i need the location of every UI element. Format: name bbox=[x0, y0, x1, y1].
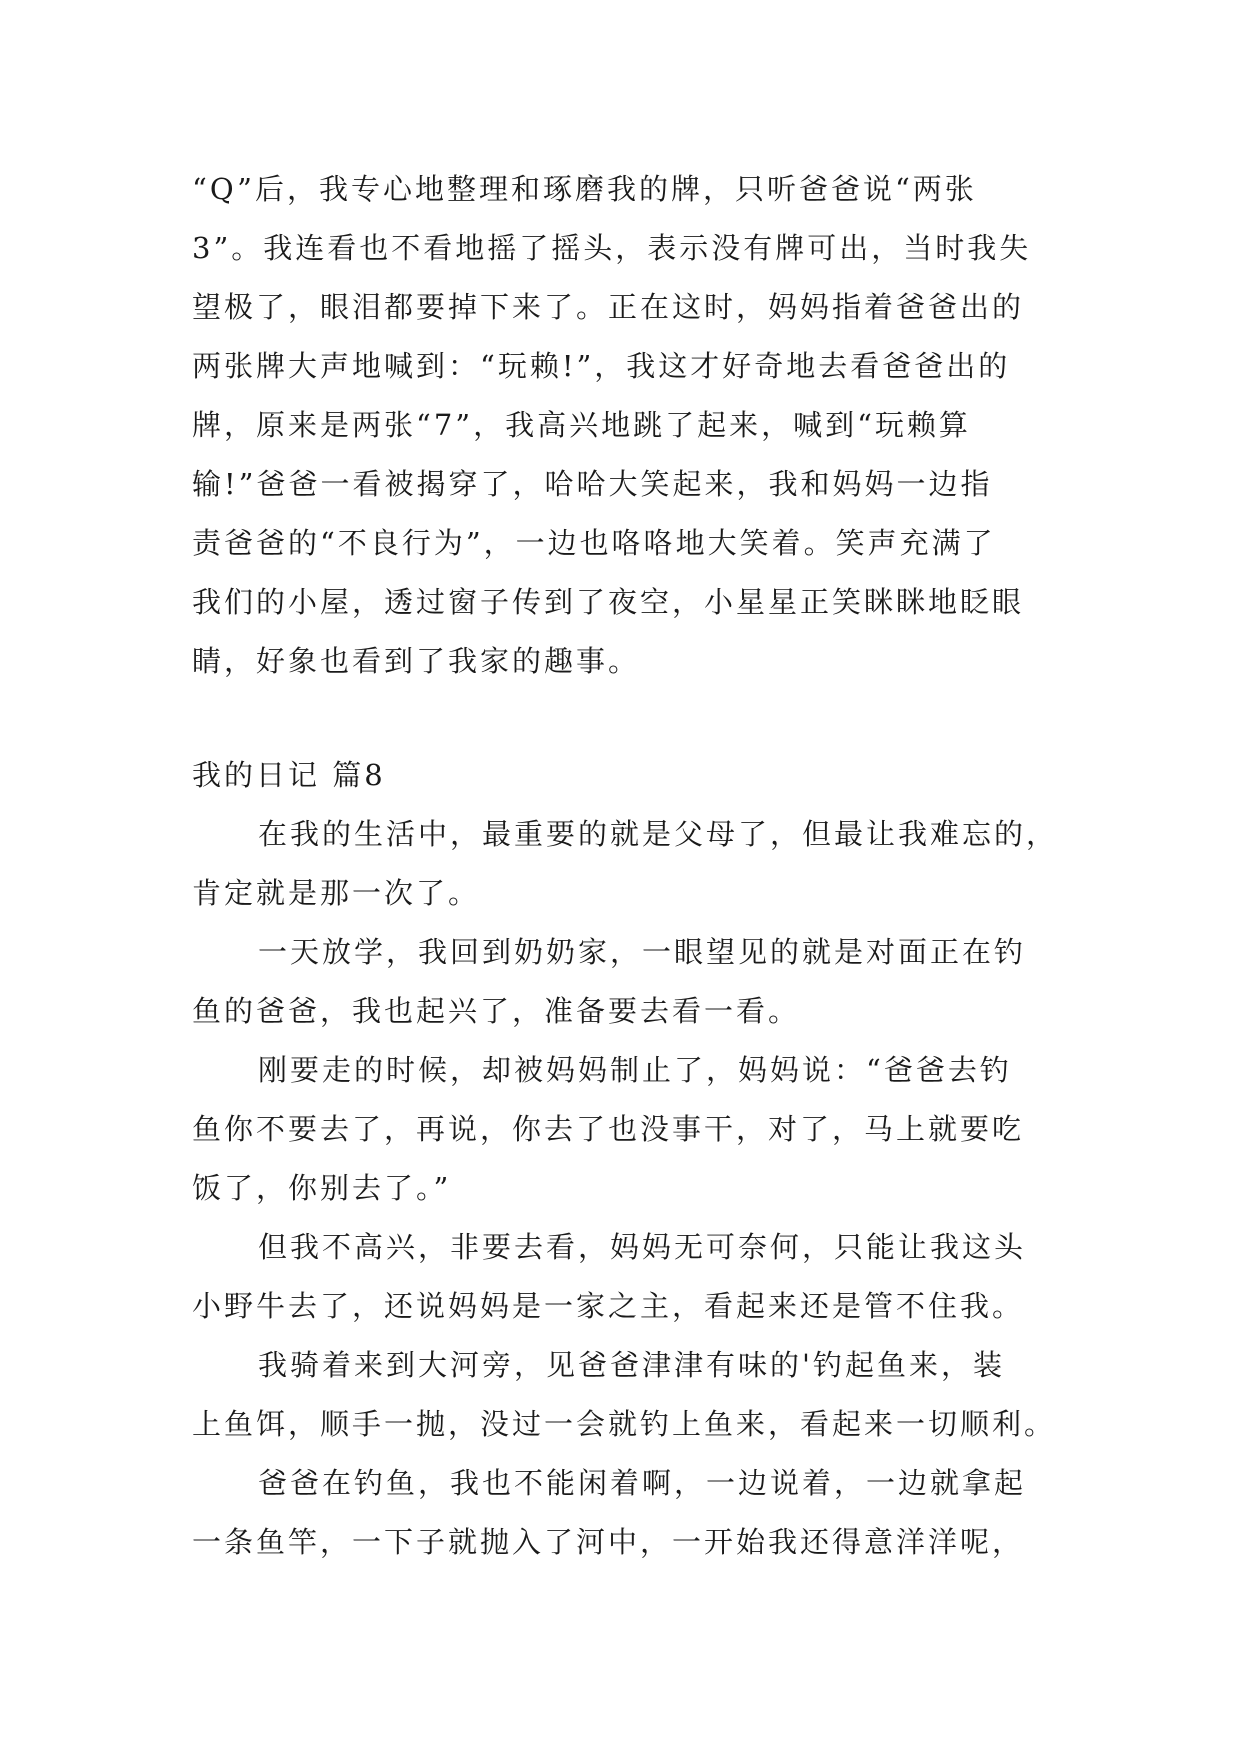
paragraph bbox=[192, 805, 1059, 923]
text-line: 牌，原来是两张“7”，我高兴地跳了起来，喊到“玩赖算 bbox=[192, 408, 971, 442]
text-line: 但我不高兴，非要去看，妈妈无可奈何，只能让我这头 bbox=[258, 1230, 1027, 1264]
paragraph bbox=[192, 923, 1052, 1041]
text-line: 小野牛去了，还说妈妈是一家之主，看起来还是管不住我。 bbox=[192, 1289, 1025, 1323]
text-line: 一条鱼竿，一下子就抛入了河中，一开始我还得意洋洋呢， bbox=[192, 1525, 1025, 1559]
paragraph bbox=[192, 1336, 1057, 1454]
paragraph bbox=[192, 1454, 1052, 1572]
document-body bbox=[192, 160, 1059, 1572]
text-line: 责爸爸的“不良行为”，一边也咯咯地大笑着。笑声充满了 bbox=[192, 526, 996, 560]
text-line: “Q”后，我专心地整理和琢磨我的牌，只听爸爸说“两张 bbox=[192, 172, 977, 206]
text-line: 睛，好象也看到了我家的趣事。 bbox=[192, 644, 641, 678]
text-line: 鱼的爸爸，我也起兴了，准备要去看一看。 bbox=[192, 994, 801, 1028]
text-line: 在我的生活中，最重要的就是父母了，但最让我难忘的， bbox=[258, 817, 1059, 851]
text-line: 3”。我连看也不看地摇了摇头，表示没有牌可出，当时我失 bbox=[192, 231, 1032, 265]
text-line: 两张牌大声地喊到：“玩赖!”，我这才好奇地去看爸爸出的 bbox=[192, 349, 1011, 383]
section-title: 我的日记 篇8 bbox=[192, 758, 386, 792]
text-line: 望极了，眼泪都要掉下来了。正在这时，妈妈指着爸爸出的 bbox=[192, 290, 1025, 324]
text-line: 输!”爸爸一看被揭穿了，哈哈大笑起来，我和妈妈一边指 bbox=[192, 467, 993, 501]
text-line: 饭了，你别去了。” bbox=[192, 1171, 452, 1205]
text-line: 一天放学，我回到奶奶家，一眼望见的就是对面正在钓 bbox=[258, 935, 1027, 969]
text-line: 上鱼饵，顺手一抛，没过一会就钓上鱼来，看起来一切顺利。 bbox=[192, 1407, 1057, 1441]
paragraph bbox=[192, 1041, 1052, 1218]
text-line: 我们的小屋，透过窗子传到了夜空，小星星正笑眯眯地眨眼 bbox=[192, 585, 1025, 619]
text-line: 爸爸在钓鱼，我也不能闲着啊，一边说着，一边就拿起 bbox=[258, 1466, 1027, 1500]
text-line: 刚要走的时候，却被妈妈制止了，妈妈说：“爸爸去钓 bbox=[258, 1053, 1012, 1087]
previous-section-text bbox=[192, 160, 1052, 691]
paragraph bbox=[192, 1218, 1052, 1336]
text-line: 肯定就是那一次了。 bbox=[192, 876, 481, 910]
text-line: 鱼你不要去了，再说，你去了也没事干，对了，马上就要吃 bbox=[192, 1112, 1025, 1146]
text-line: 我骑着来到大河旁，见爸爸津津有味的'钓起鱼来，装 bbox=[258, 1348, 1005, 1382]
